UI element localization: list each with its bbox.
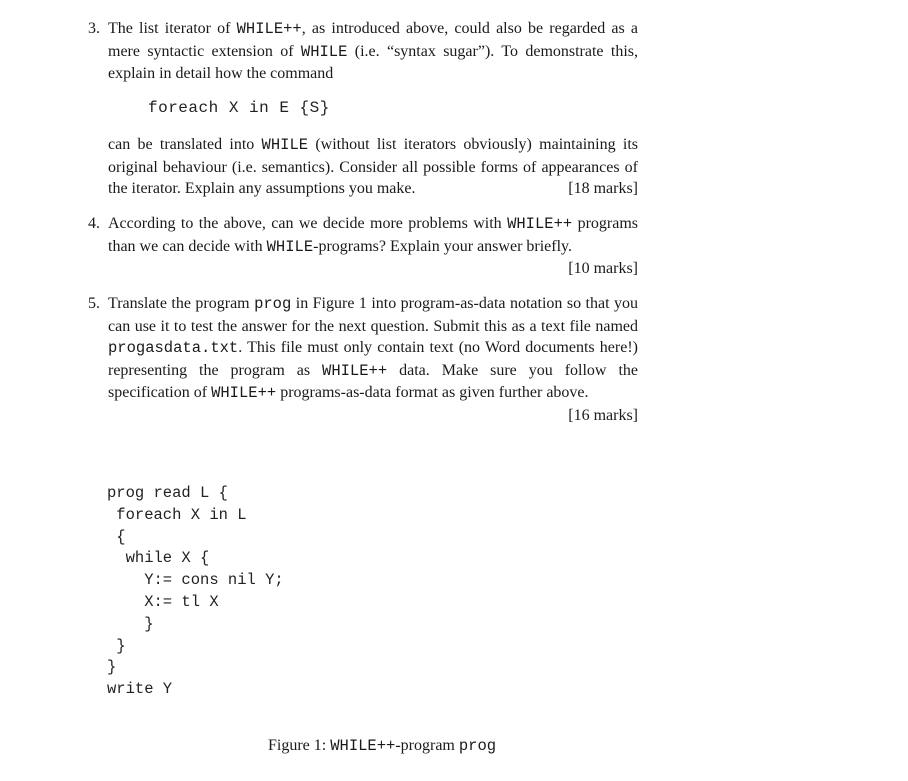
caption-text: -program: [395, 737, 459, 754]
question-text: [108, 213, 639, 278]
code-term: WHILE: [300, 42, 348, 61]
text: (i.e. “syntax sugar”). To demonstrate this, explain in detail how the command: [108, 42, 639, 83]
code-term: WHILE++: [211, 384, 277, 403]
code-line: X:= tl X: [107, 592, 219, 611]
question-text: [108, 18, 638, 85]
foreach-command: foreach X in E {S}: [148, 99, 330, 117]
code-term: WHILE: [261, 136, 309, 154]
text: in Figure 1 into program-as-data notation so that you can use it to test the answer for the next question. Submit this as a text file named: [108, 295, 638, 335]
code-line: }: [107, 614, 154, 633]
code-line: write Y: [107, 680, 173, 699]
text: (without list iterators obviously) maintaining its original behaviour (i.e. semantics). Consider all possible forms of appearances of the iterator. Explain any assumptions you make.: [108, 136, 638, 198]
text: data. Make sure you follow the specification of: [108, 361, 639, 402]
code-term: prog: [458, 737, 497, 755]
text: , as introduced above, could also be regarded as a mere syntactic extension of: [108, 20, 638, 60]
question-number: 3.: [88, 20, 100, 37]
text: . This file must only contain text (no Word documents here!) representing the program as: [108, 339, 638, 379]
code-term: WHILE++: [322, 361, 388, 380]
text: can be translated into: [108, 136, 262, 153]
program-listing: [107, 483, 284, 701]
text: Translate the program: [108, 295, 255, 312]
figure-caption: [268, 737, 496, 755]
code-line: Y:= cons nil Y;: [107, 571, 284, 590]
marks: [16 marks]: [568, 406, 638, 424]
code-line: while X {: [107, 549, 210, 568]
code-term: WHILE++: [236, 20, 302, 38]
code-line: {: [107, 527, 126, 546]
code-term: progasdata.txt: [108, 339, 239, 358]
code-term: WHILE++: [507, 215, 573, 233]
text: -programs? Explain your answer briefly.: [313, 237, 572, 255]
question-4: [88, 213, 638, 280]
question-3-continued: [88, 134, 638, 200]
text: According to the above, can we decide more problems with: [108, 215, 508, 232]
question-number: 4.: [88, 215, 100, 232]
code-line: }: [107, 658, 117, 677]
text: The list iterator of: [108, 20, 237, 37]
text: programs than we can decide with: [108, 215, 639, 255]
caption-label: Figure 1:: [268, 737, 331, 754]
code-line: }: [107, 636, 126, 655]
text: programs-as-data format as given further above.: [276, 384, 589, 402]
marks: [10 marks]: [568, 260, 638, 278]
code-line: foreach X in L: [107, 505, 247, 524]
question-3: [88, 18, 638, 85]
question-text: [108, 293, 639, 424]
question-5: [88, 293, 638, 427]
code-line: prog read L {: [107, 484, 228, 502]
marks: [18 marks]: [568, 180, 638, 198]
question-text: [108, 134, 638, 200]
code-term: WHILE: [266, 237, 314, 256]
code-term: WHILE++: [330, 737, 396, 755]
question-number: 5.: [88, 295, 100, 312]
code-term: prog: [254, 295, 292, 313]
